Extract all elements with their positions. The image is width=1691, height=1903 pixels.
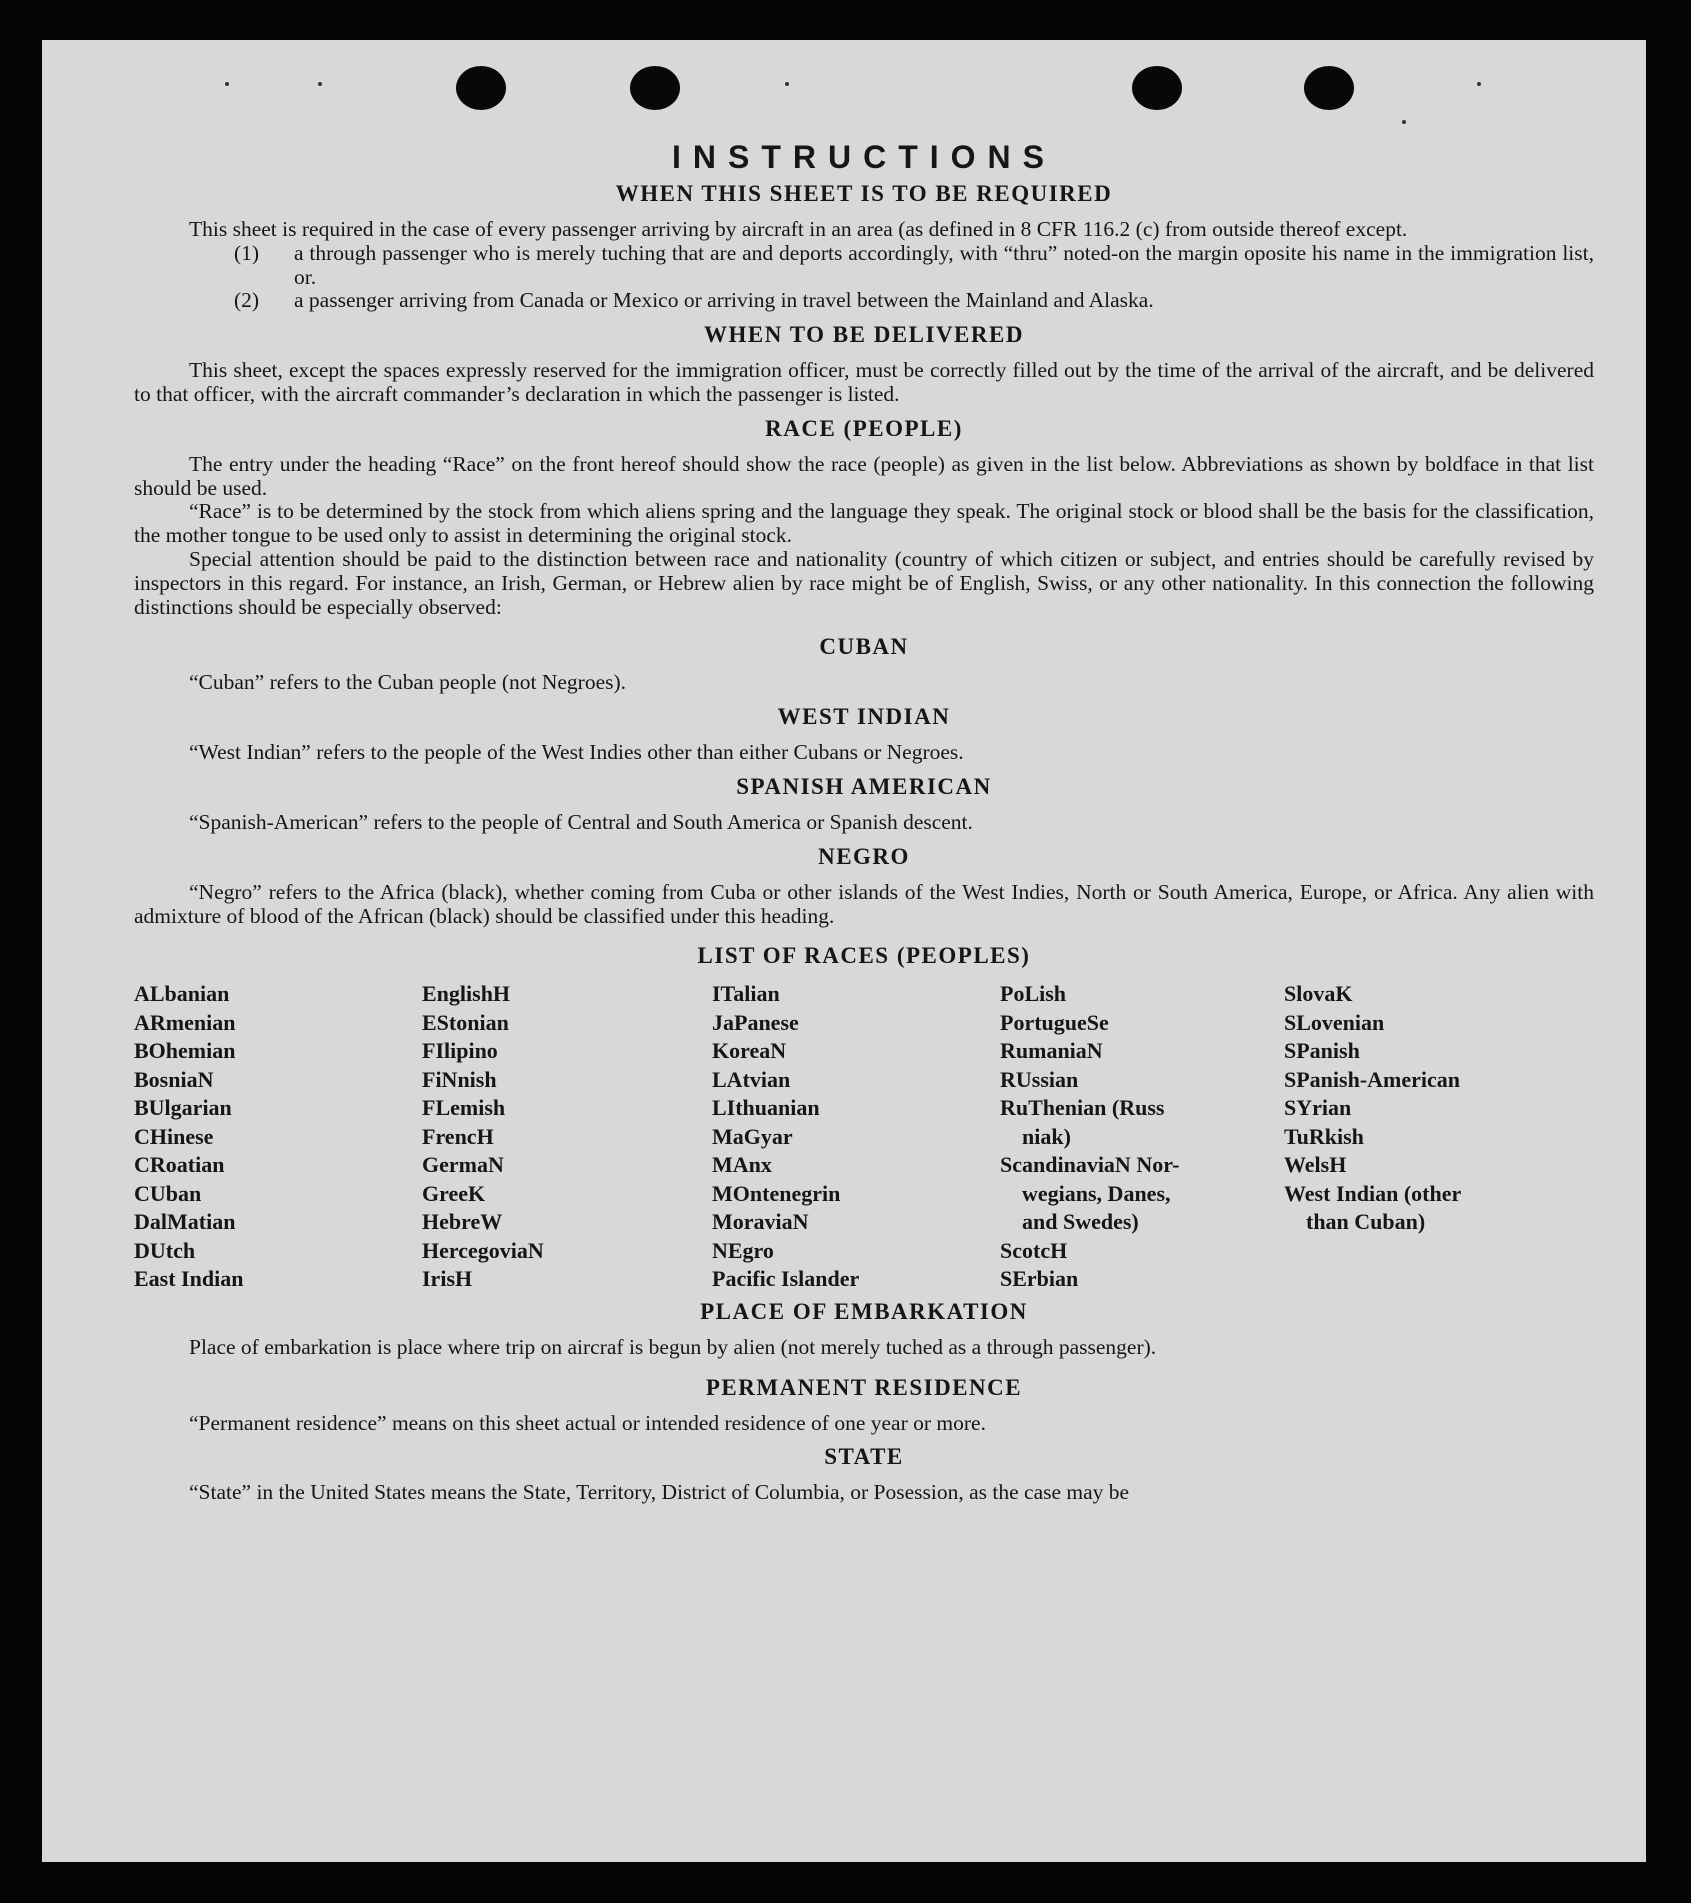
heading-spanish-american: SPANISH AMERICAN [736, 773, 992, 799]
residence-text: “Permanent residence” means on this sheet actual or intended residence of one year or more. [189, 1410, 986, 1435]
cuban-text: “Cuban” refers to the Cuban people (not Negroes). [189, 670, 627, 695]
race-entry: IrisH [422, 1266, 473, 1292]
race-entry: CRoatian [134, 1152, 225, 1178]
race-entry-continued: than Cuban) [1306, 1209, 1426, 1235]
race-entry: Pacific Islander [712, 1266, 860, 1292]
race-entry: LAtvian [712, 1066, 791, 1092]
required-intro: This sheet is required in the case of every passenger arriving by aircraft in an area (as defined in 8 CFR 116.2 (c) from outside thereof except. [189, 217, 1408, 241]
race-entry: SPanish [1284, 1038, 1360, 1064]
race-entry: SErbian [1000, 1266, 1079, 1292]
spanish-american-text: “Spanish-American” refers to the people of Central and South America or Spanish descent. [189, 809, 973, 834]
speck [225, 82, 229, 86]
race-entry: MoraviaN [712, 1209, 809, 1235]
punch-hole [456, 66, 506, 110]
race-entry: KoreaN [712, 1038, 787, 1064]
embarkation-text: Place of embarkation is place where trip on aircraf is begun by alien (not merely tuched as a through passenger). [189, 1334, 1157, 1359]
race-entry: SPanish-American [1284, 1066, 1460, 1092]
race-entry: BUlgarian [134, 1095, 232, 1121]
race-entry: WelsH [1284, 1152, 1347, 1178]
race-entry: TuRkish [1284, 1123, 1364, 1149]
race-entry: GermaN [422, 1152, 504, 1178]
race-entry: PortugueSe [1000, 1009, 1109, 1035]
race-entry: FIlipino [422, 1038, 498, 1064]
punch-hole [630, 66, 680, 110]
heading-race: RACE (PEOPLE) [765, 415, 963, 441]
race-entry: DalMatian [134, 1209, 236, 1235]
heading-west-indian: WEST INDIAN [777, 704, 951, 730]
delivered-text: This sheet, except the spaces expressly reserved for the immigration officer, must be correctly filled out by the time of the arrival of the aircraft, and be delivered to that officer, with the aircraft commander’s declaration in which the passenger is listed. [134, 358, 1594, 406]
race-paragraph: “Race” is to be determined by the stock from which aliens spring and the language they speak. The original stock or blood shall be the basis for the classification, the mother tongue to be used only to assist in determining the original stock. [134, 499, 1594, 548]
races-column-2 [422, 980, 712, 1294]
race-entry: ScotcH [1000, 1237, 1068, 1263]
race-entry: ScandinaviaN Nor- [1000, 1152, 1180, 1178]
item-number: (1) [234, 240, 260, 265]
race-entry: RumaniaN [1000, 1038, 1103, 1064]
race-entry: HercegoviaN [422, 1237, 544, 1263]
page-title: INSTRUCTIONS [672, 139, 1056, 175]
heading-permanent-residence: PERMANENT RESIDENCE [705, 1374, 1023, 1400]
race-entry: BOhemian [134, 1038, 236, 1064]
heading-embarkation: PLACE OF EMBARKATION [700, 1298, 1028, 1324]
race-entry: GreeK [422, 1180, 486, 1206]
race-entry: FiNnish [422, 1066, 497, 1092]
races-column-1 [134, 980, 422, 1294]
race-entry: FrencH [422, 1123, 494, 1149]
race-entry-continued: niak) [1022, 1123, 1071, 1149]
heading-required: WHEN THIS SHEET IS TO BE REQUIRED [615, 181, 1113, 206]
heading-list-of-races: LIST OF RACES (PEOPLES) [697, 943, 1031, 969]
race-entry: MaGyar [712, 1123, 793, 1149]
race-entry: MAnx [712, 1152, 772, 1178]
race-entry: FLemish [422, 1095, 506, 1121]
race-entry: JaPanese [712, 1009, 799, 1035]
speck [1402, 120, 1406, 124]
speck [785, 82, 789, 86]
punch-hole [1304, 66, 1354, 110]
race-entry-continued: and Swedes) [1022, 1209, 1139, 1235]
races-list [134, 980, 1594, 1294]
race-entry: ARmenian [134, 1009, 236, 1035]
instructions-content [134, 138, 1594, 1505]
state-text: “State” in the United States means the State, Territory, District of Columbia, or Posession, as the case may be [189, 1480, 1130, 1505]
punch-hole [1132, 66, 1182, 110]
race-entry: RuThenian (Russ [1000, 1095, 1165, 1121]
race-entry: EnglishH [422, 981, 511, 1007]
heading-delivered: WHEN TO BE DELIVERED [704, 322, 1024, 348]
race-entry: SlovaK [1284, 981, 1353, 1007]
race-entry: ITalian [712, 981, 780, 1007]
race-entry: NEgro [712, 1237, 774, 1263]
item-text: a passenger arriving from Canada or Mexico or arriving in travel between the Mainland and Alaska. [294, 288, 1154, 313]
heading-cuban: CUBAN [819, 634, 909, 660]
speck [1477, 82, 1481, 86]
document-sheet [42, 40, 1646, 1862]
negro-text: “Negro” refers to the Africa (black), whether coming from Cuba or other islands of the West Indies, North or South America, Europe, or Africa. Any alien with admixture of blood of the African (black) should be classified under this heading. [134, 879, 1594, 928]
race-entry: EStonian [422, 1009, 509, 1035]
speck [318, 82, 322, 86]
heading-negro: NEGRO [818, 843, 910, 869]
item-text: a through passenger who is merely tuching that are and deports accordingly, with “thru” noted-on the margin oposite his name in the immigration list, or. [294, 240, 1594, 289]
race-entry: West Indian (other [1284, 1180, 1462, 1206]
race-entry: PoLish [1000, 981, 1067, 1007]
list-item [134, 289, 1594, 313]
heading-state: STATE [824, 1444, 904, 1470]
races-column-4 [1000, 980, 1284, 1294]
race-entry: DUtch [134, 1237, 196, 1263]
race-entry: SLovenian [1284, 1009, 1385, 1035]
race-entry: LIthuanian [712, 1095, 820, 1121]
race-entry: MOntenegrin [712, 1180, 841, 1206]
race-entry: RUssian [1000, 1066, 1079, 1092]
race-entry: CUban [134, 1180, 202, 1206]
races-column-5 [1284, 980, 1584, 1294]
races-column-3 [712, 980, 1000, 1294]
race-paragraph: The entry under the heading “Race” on the front hereof should show the race (people) as given in the list below. Abbreviations as shown by boldface in that list should be used. [134, 451, 1594, 500]
race-entry: CHinese [134, 1123, 214, 1149]
list-item [134, 242, 1594, 290]
race-entry: BosniaN [134, 1066, 214, 1092]
race-entry-continued: wegians, Danes, [1022, 1180, 1171, 1206]
race-entry: ALbanian [134, 981, 230, 1007]
race-paragraph: Special attention should be paid to the distinction between race and nationality (country of which citizen or subject, and entries should be carefully revised by inspectors in this regard. For instance, an Irish, German, or Hebrew alien by race might be of English, Swiss, or any other nationality. In this connection the following distinctions should be especially observed: [134, 546, 1594, 619]
west-indian-text: “West Indian” refers to the people of the West Indies other than either Cubans or Negroes. [189, 740, 964, 765]
item-number: (2) [234, 288, 260, 313]
race-entry: SYrian [1284, 1095, 1352, 1121]
race-entry: East Indian [134, 1266, 244, 1292]
race-entry: HebreW [422, 1209, 503, 1235]
